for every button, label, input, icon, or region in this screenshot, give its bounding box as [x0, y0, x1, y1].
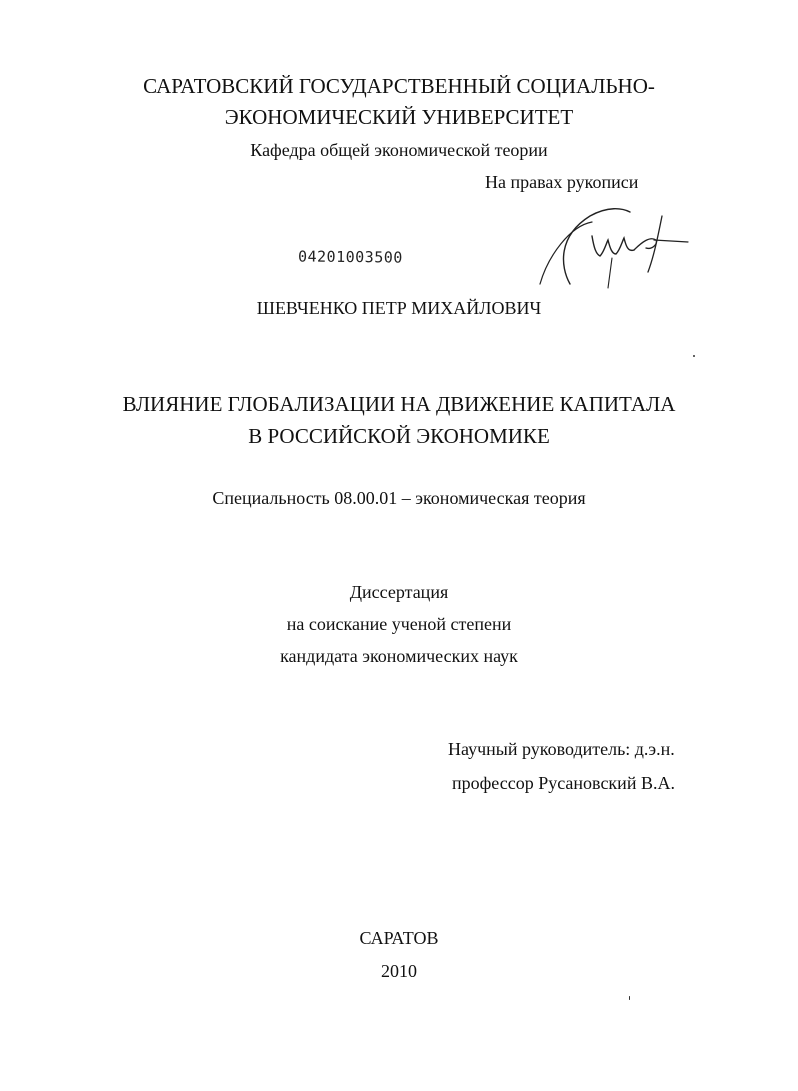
signature-icon [530, 196, 700, 296]
scan-speck [693, 355, 695, 357]
dissertation-title-line1: ВЛИЯНИЕ ГЛОБАЛИЗАЦИИ НА ДВИЖЕНИЕ КАПИТАЛА [122, 392, 676, 416]
degree-line1: Диссертация [349, 582, 449, 602]
supervisor-line1: Научный руководитель: д.э.н. [448, 739, 675, 759]
degree-line3: кандидата экономических наук [280, 646, 518, 666]
registration-stamp: 04201003500 [297, 247, 403, 267]
scan-speck [629, 996, 630, 1000]
city: САРАТОВ [359, 928, 439, 948]
author-name: ШЕВЧЕНКО ПЕТР МИХАЙЛОВИЧ [256, 298, 542, 318]
supervisor-line2: профессор Русановский В.А. [452, 773, 675, 793]
department-name: Кафедра общей экономической теории [250, 140, 548, 160]
specialty: Специальность 08.00.01 – экономическая теория [212, 488, 586, 508]
degree-line2: на соискание ученой степени [286, 614, 512, 634]
year: 2010 [381, 961, 417, 981]
manuscript-note: На правах рукописи [485, 172, 639, 192]
university-name-line2: ЭКОНОМИЧЕСКИЙ УНИВЕРСИТЕТ [224, 105, 574, 129]
dissertation-title-line2: В РОССИЙСКОЙ ЭКОНОМИКЕ [248, 424, 550, 448]
university-name-line1: САРАТОВСКИЙ ГОСУДАРСТВЕННЫЙ СОЦИАЛЬНО- [143, 74, 655, 98]
